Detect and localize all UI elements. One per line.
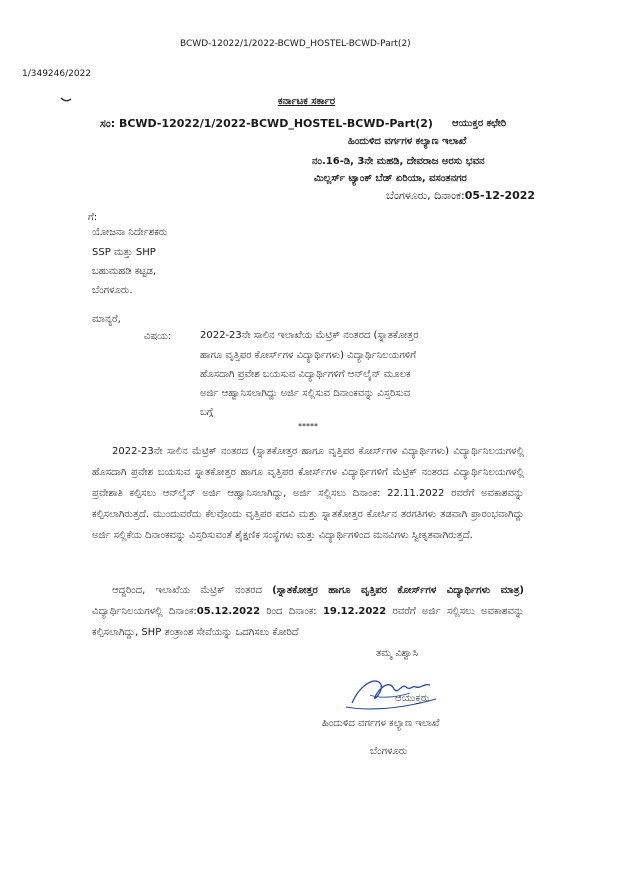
subject-line: ಅರ್ಜಿ ಆಹ್ವಾನಿಸಲಾಗಿದ್ದು ಅರ್ಜಿ ಸಲ್ಲಿಸುವ ದಿನಾಂಕವನ್ನು ವಿಸ್ತರಿಸುವ <box>200 388 411 399</box>
recipient-designation: ಯೋಜನಾ ನಿರ್ದೇಶಕರು <box>92 227 168 238</box>
letter-date: ಬೆಂಗಳೂರು, ದಿನಾಂಕ:05-12-2022 <box>386 189 536 202</box>
subject-line: 2022-23ನೇ ಸಾಲಿನ ಇಲಾಖೆಯ ಮೆಟ್ರಿಕ್ ನಂತರದ (ಸ್ನಾತಕೋತ್ತರ <box>200 330 419 341</box>
government-title: ಕರ್ನಾಟಕ ಸರ್ಕಾರ <box>278 96 336 107</box>
office-address-area: ಮಿಲ್ಲರ್ಸ್ ಟ್ಯಾಂಕ್ ಬೆಡ್ ಏರಿಯಾ, ವಸಂತನಗರ <box>314 173 467 184</box>
subject-line: ಬಗ್ಗೆ <box>200 407 214 418</box>
recipient-building: ಬಹುಮಹಡಿ ಕಟ್ಟಡ, <box>92 266 157 277</box>
file-reference-header: BCWD-12022/1/2022-BCWD_HOSTEL-BCWD-Part(2) <box>180 39 411 49</box>
office-address-line: ನಂ.16-ಡಿ, 3ನೇ ಮಹಡಿ, ದೇವರಾಜ ಅರಸು ಭವನ <box>312 156 485 167</box>
reference-number: ಸಂ: BCWD-12022/1/2022-BCWD_HOSTEL-BCWD-Part(2) <box>100 117 433 130</box>
scan-mark <box>60 88 72 94</box>
body-paragraph-1: 2022-23ನೇ ಸಾಲಿನ ಮೆಟ್ರಿಕ್ ನಂತರದ (ಸ್ನಾತಕೋತ್ತರ ಹಾಗೂ ವೃತ್ತಿಪರ ಕೋರ್ಸ್‌ಗಳ ವಿದ್ಯಾರ್ಥಿಗಳು) ವಿದ್ಯಾರ್ಥಿನಿಲಯಗಳಲ್ಲಿ ಹೊಸದಾಗಿ ಪ್ರವೇಶ ಬಯಸುವ ಸ್ನಾತಕೋತ್ತರ ಹಾಗೂ ವೃತ್ತಿಪರ ಕೋರ್ಸ್‌ಗಳ ವಿದ್ಯಾರ್ಥಿಗಳಿಗೆ ಮೆಟ್ರಿಕ್ ನಂತರದ ವಿದ್ಯಾರ್ಥಿನಿಲಯಗಳಲ್ಲಿ ಪ್ರವೇಶಾತಿ ಕಲ್ಪಿಸಲು ಆನ್‌ಲೈನ್ ಅರ್ಜಿ ಆಹ್ವಾನಿಸಲಾಗಿದ್ದು, ಅರ್ಜಿ ಸಲ್ಲಿಸಲು ದಿನಾಂಕ: 22.11.2022 ರವರೆಗೆ ಅವಕಾಶವನ್ನು ಕಲ್ಪಿಸಲಾಗಿರುತ್ತದೆ. ಮುಂದುವರೆದು ಕೆಲವೊಂದು ವೃತ್ತಿಪರ ಪದವಿ ಮತ್ತು ಸ್ನಾತಕೋತ್ತರ ಕೋರ್ಸಿನ ತರಗತಿಗಳು ತಡವಾಗಿ ಪ್ರಾರಂಭವಾಗಿದ್ದು ಅರ್ಜಿ ಸಲ್ಲಿಕೆಯ ದಿನಾಂಕವನ್ನು ವಿಸ್ತರಿಸುವಂತೆ ಶೈಕ್ಷಣಿಕ ಸಂಸ್ಥೆಗಳು ಮತ್ತು ವಿದ್ಯಾರ್ಥಿಗಳಿಂದ ಮನವಿಗಳು ಸ್ವೀಕೃತವಾಗಿರುತ್ತದೆ. <box>92 446 524 541</box>
recipient-scheme: SSP ಮತ್ತು SHP <box>92 247 156 258</box>
signatory-designation: ಆಯುಕ್ತರು <box>395 693 430 704</box>
to-label: ಗೆ: <box>88 212 98 223</box>
subject-label: ವಿಷಯ: <box>144 331 172 342</box>
signatory-city: ಬೆಂಗಳೂರು <box>370 746 408 757</box>
department-name: ಹಿಂದುಳಿದ ವರ್ಗಗಳ ಕಲ್ಯಾಣ ಇಲಾಖೆ <box>348 136 467 147</box>
body-paragraph-2: ಆದ್ದರಿಂದ, ಇಲಾಖೆಯ ಮೆಟ್ರಿಕ್ ನಂತರದ (ಸ್ನಾತಕೋತ್ತರ ಹಾಗೂ ವೃತ್ತಿಪರ ಕೋರ್ಸ್‌ಗಳ ವಿದ್ಯಾರ್ಥಿಗಳು ಮಾತ್ರ) ವಿದ್ಯಾರ್ಥಿನಿಲಯಗಳಲ್ಲಿ ದಿನಾಂಕ:05.12.2022 ರಿಂದ ದಿನಾಂಕ: 19.12.2022 ರವರೆಗೆ ಅರ್ಜಿ ಸಲ್ಲಿಸಲು ಅವಕಾಶವನ್ನು ಕಲ್ಪಿಸಲಾಗಿದ್ದು, SHP ತಂತ್ರಾಂಶ ಸೇವೆಯನ್ನು ಒದಗಿಸಲು ಕೋರಿದೆ <box>92 585 524 638</box>
recipient-city: ಬೆಂಗಳೂರು. <box>92 285 133 296</box>
signature <box>340 665 450 715</box>
separator: ***** <box>298 422 318 431</box>
subject-line: ಹಾಗೂ ವೃತ್ತಿಪರ ಕೋರ್ಸ್‌ಗಳ ವಿದ್ಯಾರ್ಥಿಗಳು) ವಿದ್ಯಾರ್ಥಿನಿಲಯಗಳಿಗೆ <box>200 350 417 361</box>
receipt-number: 1/349246/2022 <box>22 69 92 79</box>
closing-yours: ತಮ್ಮ ವಿಶ್ವಾಸಿ <box>376 648 418 659</box>
salutation: ಮಾನ್ಯರೆ, <box>92 314 121 325</box>
signatory-department: ಹಿಂದುಳಿದ ವರ್ಗಗಳ ಕಲ್ಯಾಣ ಇಲಾಖೆ <box>322 718 440 729</box>
office-name: ಆಯುಕ್ತರ ಕಛೇರಿ <box>452 118 507 129</box>
subject-line: ಹೊಸದಾಗಿ ಪ್ರವೇಶ ಬಯಸುವ ವಿದ್ಯಾರ್ಥಿಗಳಿಗೆ ಆನ್‌ಲೈನ್ ಮೂಲಕ <box>200 369 411 380</box>
